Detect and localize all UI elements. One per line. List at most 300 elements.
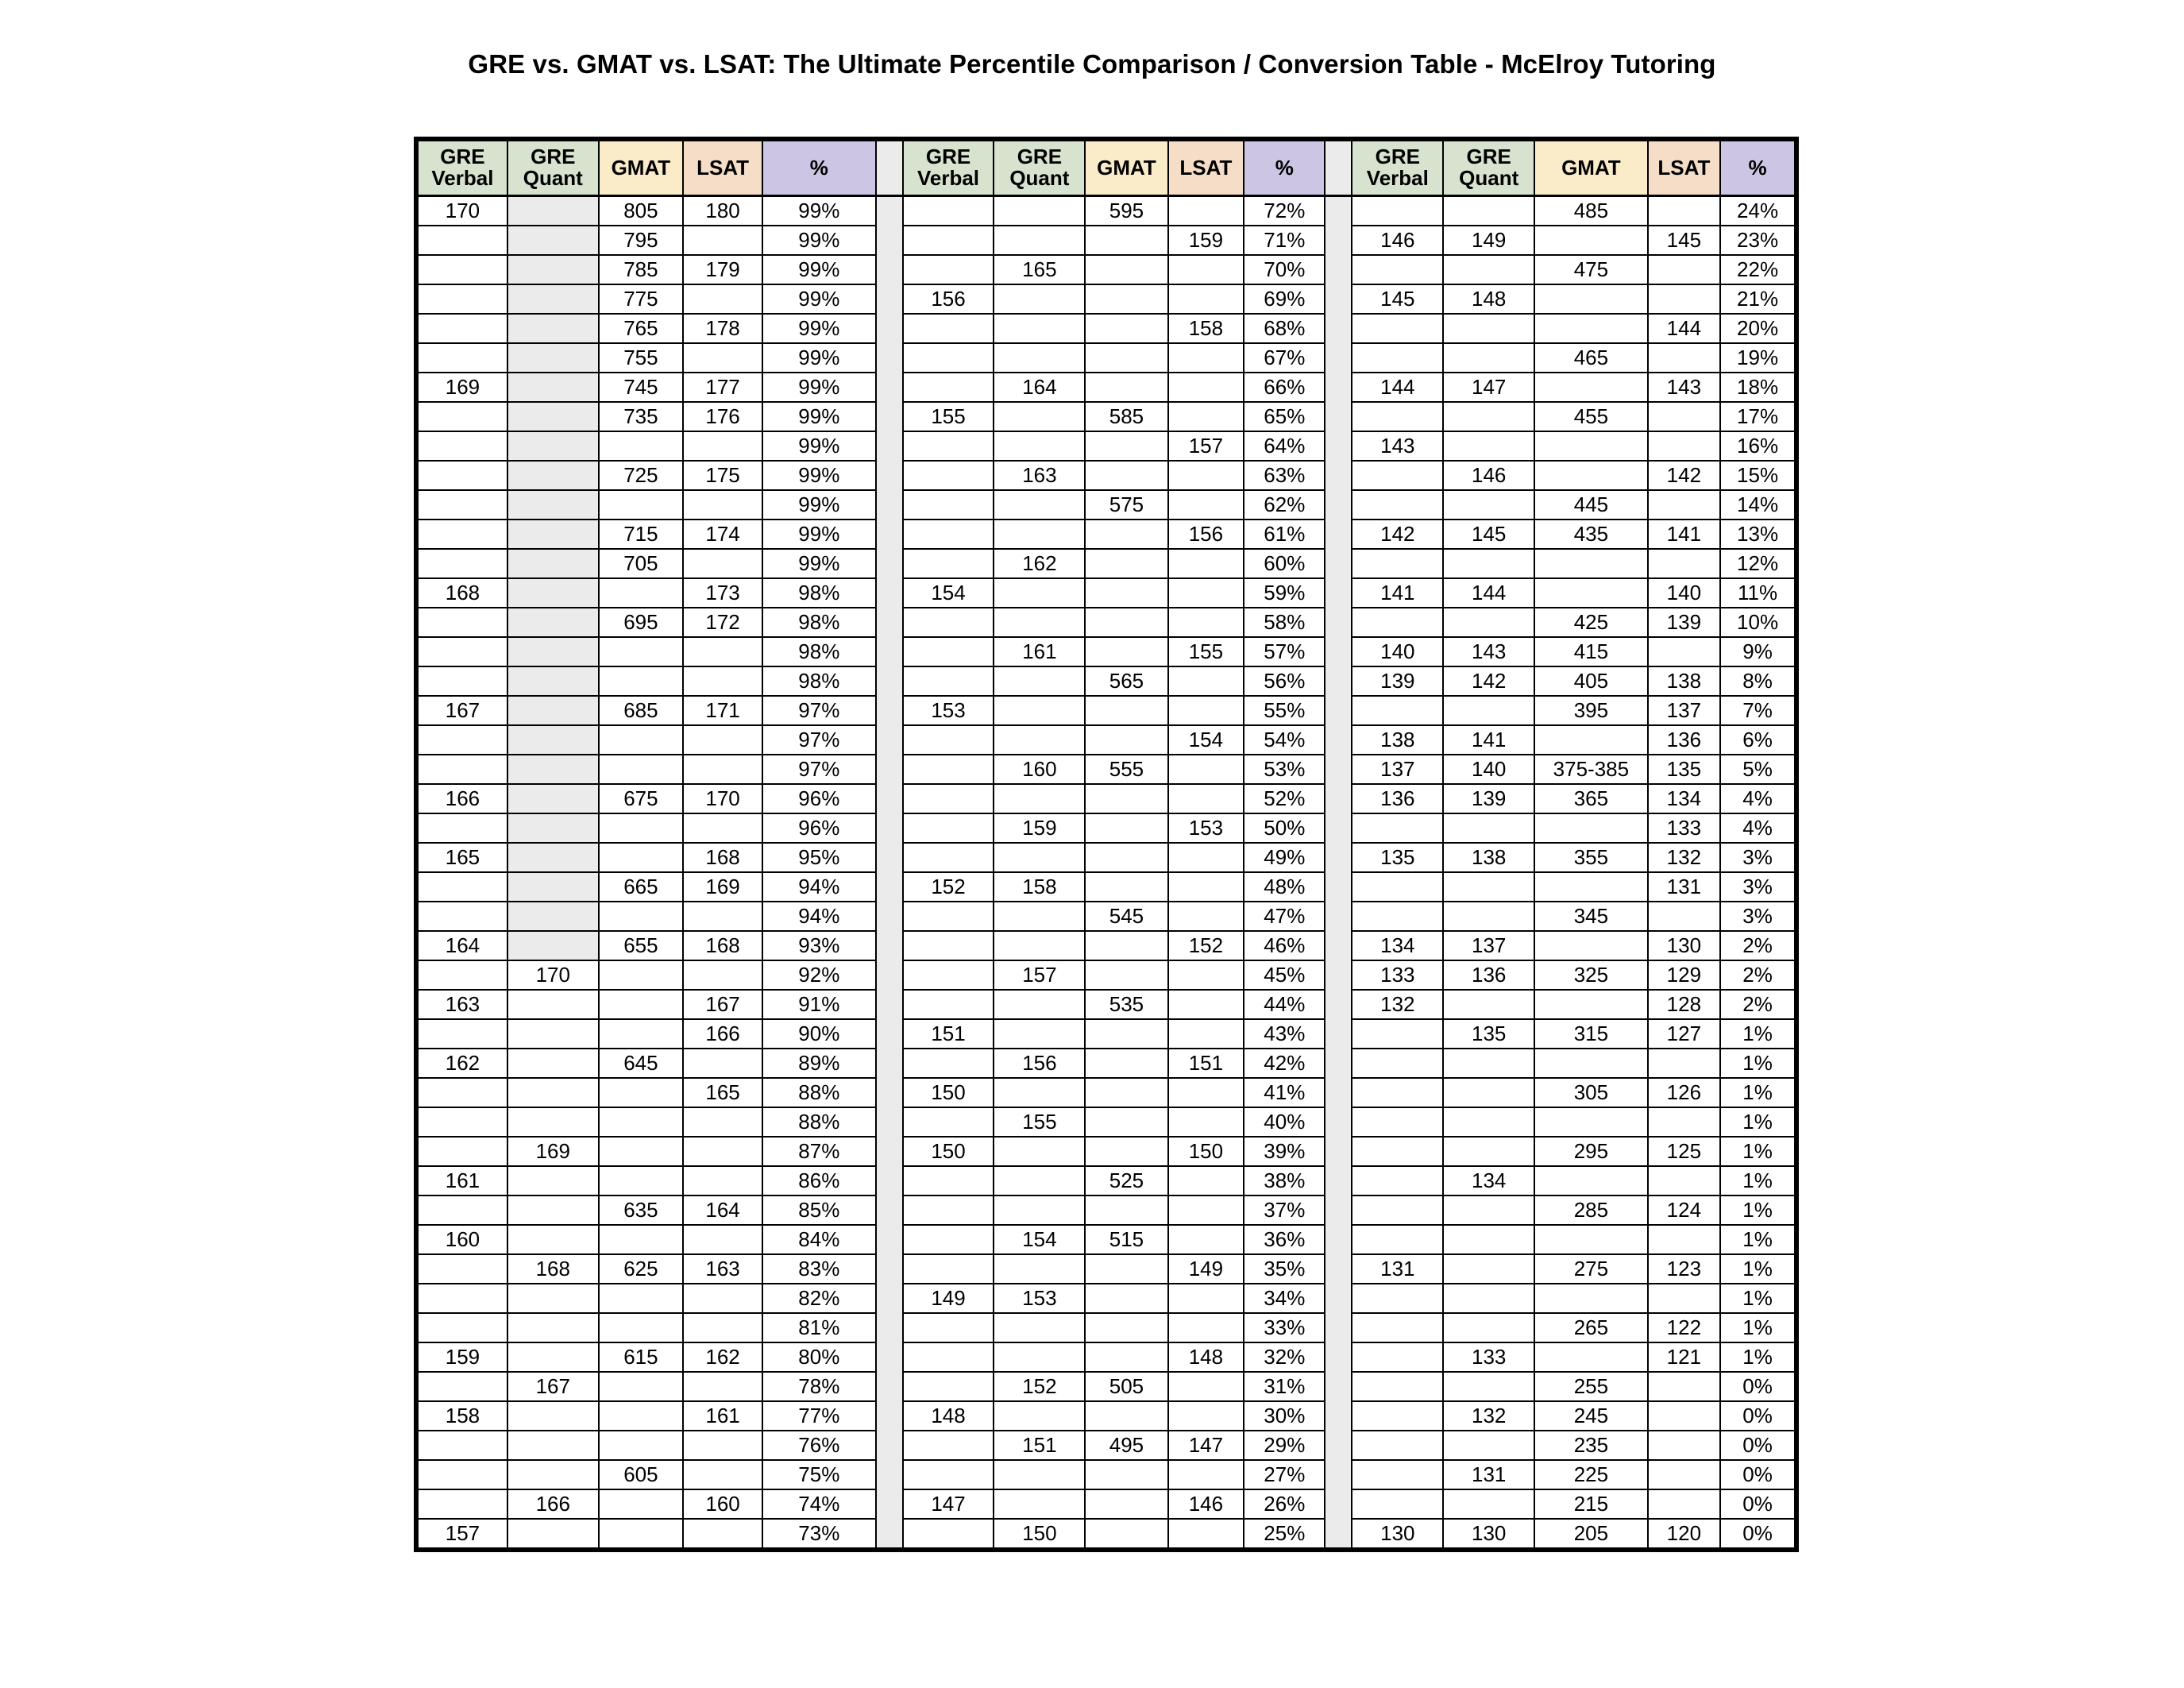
cell-gre-quant-2	[994, 1078, 1085, 1107]
cell-gmat-1	[599, 1431, 683, 1460]
cell-gre-quant-3	[1443, 1313, 1534, 1342]
header-gre-verbal-1-line1: GRE	[440, 145, 485, 169]
cell-gre-verbal-1	[416, 226, 507, 255]
cell-gre-verbal-3	[1352, 813, 1443, 843]
cell-lsat-1: 174	[683, 520, 762, 549]
cell-lsat-1	[683, 1284, 762, 1313]
cell-gre-verbal-2	[903, 431, 994, 461]
cell-percent-3: 0%	[1720, 1372, 1796, 1401]
table-row	[416, 1107, 1796, 1137]
cell-spacer-1	[876, 872, 903, 902]
cell-gmat-3: 375-385	[1534, 755, 1648, 784]
header-gre-quant-1-line1: GRE	[531, 145, 576, 169]
cell-gre-quant-3	[1443, 343, 1534, 373]
cell-gre-quant-3	[1443, 1431, 1534, 1460]
cell-gre-quant-2	[994, 1019, 1085, 1049]
cell-percent-3: 22%	[1720, 255, 1796, 284]
cell-gre-quant-1	[507, 1196, 599, 1225]
cell-gre-quant-1	[507, 284, 599, 314]
cell-spacer-2	[1325, 1489, 1352, 1519]
cell-percent-3: 1%	[1720, 1254, 1796, 1284]
cell-percent-2: 64%	[1244, 431, 1325, 461]
cell-gre-quant-3: 148	[1443, 284, 1534, 314]
cell-gre-quant-1	[507, 1166, 599, 1196]
cell-spacer-2	[1325, 813, 1352, 843]
cell-gre-quant-3: 146	[1443, 461, 1534, 490]
cell-percent-2: 33%	[1244, 1313, 1325, 1342]
cell-gre-verbal-3	[1352, 1313, 1443, 1342]
cell-gre-verbal-2: 147	[903, 1489, 994, 1519]
cell-spacer-1	[876, 902, 903, 931]
cell-lsat-3	[1648, 431, 1720, 461]
header-spacer-1	[876, 139, 903, 196]
cell-spacer-2	[1325, 696, 1352, 725]
cell-percent-1: 83%	[762, 1254, 876, 1284]
cell-gre-quant-2	[994, 431, 1085, 461]
table-row	[416, 1284, 1796, 1313]
cell-percent-3: 6%	[1720, 725, 1796, 755]
cell-gre-quant-1	[507, 461, 599, 490]
cell-lsat-1: 173	[683, 578, 762, 608]
cell-gre-verbal-3: 137	[1352, 755, 1443, 784]
cell-gre-quant-2	[994, 931, 1085, 960]
cell-gre-quant-3: 134	[1443, 1166, 1534, 1196]
cell-spacer-1	[876, 784, 903, 813]
cell-gre-verbal-2	[903, 990, 994, 1019]
cell-gmat-1	[599, 1313, 683, 1342]
cell-gre-quant-2	[994, 578, 1085, 608]
cell-percent-1: 96%	[762, 784, 876, 813]
cell-gre-verbal-2	[903, 255, 994, 284]
cell-gmat-2: 545	[1085, 902, 1167, 931]
cell-lsat-1: 169	[683, 872, 762, 902]
cell-gre-quant-1: 169	[507, 1137, 599, 1166]
cell-lsat-3	[1648, 196, 1720, 226]
header-gre-quant-3-line2: Quant	[1459, 166, 1519, 190]
cell-gmat-3: 485	[1534, 196, 1648, 226]
cell-gmat-3: 205	[1534, 1519, 1648, 1550]
cell-gre-verbal-3	[1352, 1460, 1443, 1489]
cell-lsat-3	[1648, 1107, 1720, 1137]
cell-gmat-3: 215	[1534, 1489, 1648, 1519]
cell-percent-2: 41%	[1244, 1078, 1325, 1107]
cell-percent-1: 77%	[762, 1401, 876, 1431]
cell-lsat-2: 152	[1168, 931, 1244, 960]
cell-percent-3: 11%	[1720, 578, 1796, 608]
cell-gre-verbal-3	[1352, 872, 1443, 902]
cell-spacer-1	[876, 1019, 903, 1049]
cell-spacer-1	[876, 960, 903, 990]
table-row	[416, 1019, 1796, 1049]
cell-percent-1: 99%	[762, 461, 876, 490]
table-row	[416, 578, 1796, 608]
cell-gmat-2: 565	[1085, 666, 1167, 696]
cell-gre-quant-2	[994, 1196, 1085, 1225]
cell-gre-verbal-2	[903, 843, 994, 872]
cell-lsat-3	[1648, 1431, 1720, 1460]
cell-percent-1: 82%	[762, 1284, 876, 1313]
cell-gre-verbal-2: 150	[903, 1078, 994, 1107]
cell-gre-verbal-3	[1352, 1284, 1443, 1313]
cell-percent-2: 30%	[1244, 1401, 1325, 1431]
cell-gre-quant-3: 133	[1443, 1342, 1534, 1372]
cell-gre-quant-2: 155	[994, 1107, 1085, 1137]
cell-gre-verbal-1	[416, 960, 507, 990]
cell-percent-2: 39%	[1244, 1137, 1325, 1166]
header-gre-quant-3	[1443, 139, 1534, 196]
cell-gre-quant-1	[507, 872, 599, 902]
cell-gre-quant-1	[507, 1225, 599, 1254]
table-row	[416, 931, 1796, 960]
cell-gre-quant-3	[1443, 1137, 1534, 1166]
cell-percent-1: 94%	[762, 872, 876, 902]
cell-lsat-1: 172	[683, 608, 762, 637]
cell-gmat-3	[1534, 461, 1648, 490]
cell-gmat-1: 715	[599, 520, 683, 549]
cell-spacer-1	[876, 343, 903, 373]
cell-lsat-1: 177	[683, 373, 762, 402]
cell-lsat-3: 134	[1648, 784, 1720, 813]
cell-spacer-2	[1325, 872, 1352, 902]
cell-lsat-3: 138	[1648, 666, 1720, 696]
cell-gmat-2	[1085, 1137, 1167, 1166]
cell-lsat-1	[683, 343, 762, 373]
header-gre-quant-2-line1: GRE	[1017, 145, 1063, 169]
cell-lsat-1	[683, 725, 762, 755]
cell-gre-quant-2	[994, 843, 1085, 872]
cell-percent-2: 48%	[1244, 872, 1325, 902]
cell-lsat-1	[683, 1049, 762, 1078]
cell-gmat-2	[1085, 608, 1167, 637]
cell-gre-verbal-1: 170	[416, 196, 507, 226]
cell-percent-1: 98%	[762, 578, 876, 608]
cell-spacer-1	[876, 931, 903, 960]
cell-gmat-3: 295	[1534, 1137, 1648, 1166]
cell-gmat-2	[1085, 461, 1167, 490]
cell-gre-verbal-3	[1352, 1019, 1443, 1049]
cell-gre-quant-1	[507, 373, 599, 402]
cell-spacer-2	[1325, 1431, 1352, 1460]
cell-percent-1: 80%	[762, 1342, 876, 1372]
cell-lsat-1: 176	[683, 402, 762, 431]
cell-lsat-2	[1168, 1225, 1244, 1254]
cell-gre-quant-3: 141	[1443, 725, 1534, 755]
cell-gre-quant-3: 149	[1443, 226, 1534, 255]
cell-gre-verbal-3: 133	[1352, 960, 1443, 990]
cell-percent-3: 2%	[1720, 931, 1796, 960]
cell-gre-verbal-1	[416, 902, 507, 931]
cell-percent-2: 54%	[1244, 725, 1325, 755]
cell-lsat-3: 140	[1648, 578, 1720, 608]
cell-gre-quant-1	[507, 813, 599, 843]
table-row	[416, 755, 1796, 784]
cell-percent-1: 99%	[762, 520, 876, 549]
cell-percent-2: 29%	[1244, 1431, 1325, 1460]
cell-percent-1: 99%	[762, 284, 876, 314]
cell-gre-verbal-2	[903, 1431, 994, 1460]
cell-gre-quant-2	[994, 608, 1085, 637]
cell-lsat-1	[683, 284, 762, 314]
cell-gmat-3: 425	[1534, 608, 1648, 637]
cell-lsat-1: 166	[683, 1019, 762, 1049]
cell-gre-quant-2: 162	[994, 549, 1085, 578]
cell-gre-verbal-1: 165	[416, 843, 507, 872]
cell-spacer-2	[1325, 755, 1352, 784]
cell-percent-1: 92%	[762, 960, 876, 990]
cell-gmat-1: 665	[599, 872, 683, 902]
cell-lsat-2	[1168, 608, 1244, 637]
cell-lsat-3: 120	[1648, 1519, 1720, 1550]
cell-spacer-1	[876, 255, 903, 284]
cell-gmat-2: 505	[1085, 1372, 1167, 1401]
cell-spacer-1	[876, 284, 903, 314]
cell-percent-2: 42%	[1244, 1049, 1325, 1078]
cell-spacer-2	[1325, 1107, 1352, 1137]
cell-gre-quant-3	[1443, 1284, 1534, 1313]
cell-lsat-2: 157	[1168, 431, 1244, 461]
cell-gre-verbal-2	[903, 520, 994, 549]
percentile-conversion-table	[414, 137, 1799, 1552]
cell-gmat-3	[1534, 1166, 1648, 1196]
cell-percent-2: 61%	[1244, 520, 1325, 549]
cell-gmat-2	[1085, 1078, 1167, 1107]
cell-lsat-2: 155	[1168, 637, 1244, 666]
cell-gre-quant-3: 132	[1443, 1401, 1534, 1431]
cell-lsat-1	[683, 1137, 762, 1166]
cell-spacer-2	[1325, 1519, 1352, 1550]
cell-gmat-3: 245	[1534, 1401, 1648, 1431]
cell-percent-2: 47%	[1244, 902, 1325, 931]
cell-gre-verbal-1	[416, 1460, 507, 1489]
cell-gre-verbal-3	[1352, 314, 1443, 343]
table-row	[416, 902, 1796, 931]
header-gre-verbal-2-line2: Verbal	[916, 166, 980, 190]
cell-gre-quant-1: 170	[507, 960, 599, 990]
cell-gmat-2	[1085, 872, 1167, 902]
cell-gre-quant-3	[1443, 255, 1534, 284]
cell-spacer-2	[1325, 637, 1352, 666]
cell-gre-quant-3	[1443, 1196, 1534, 1225]
cell-gre-verbal-3	[1352, 1107, 1443, 1137]
header-spacer-2	[1325, 139, 1352, 196]
table-row	[416, 431, 1796, 461]
cell-gre-verbal-3: 138	[1352, 725, 1443, 755]
cell-gmat-1: 765	[599, 314, 683, 343]
cell-lsat-3: 132	[1648, 843, 1720, 872]
cell-percent-2: 44%	[1244, 990, 1325, 1019]
cell-spacer-2	[1325, 1313, 1352, 1342]
cell-percent-2: 49%	[1244, 843, 1325, 872]
table-row	[416, 373, 1796, 402]
cell-percent-3: 19%	[1720, 343, 1796, 373]
cell-lsat-3	[1648, 1049, 1720, 1078]
cell-gre-verbal-2	[903, 725, 994, 755]
cell-percent-2: 66%	[1244, 373, 1325, 402]
cell-gre-quant-1	[507, 402, 599, 431]
cell-gmat-3: 305	[1534, 1078, 1648, 1107]
cell-spacer-2	[1325, 902, 1352, 931]
table-row	[416, 343, 1796, 373]
cell-spacer-1	[876, 314, 903, 343]
cell-gre-verbal-1	[416, 1284, 507, 1313]
cell-lsat-2	[1168, 755, 1244, 784]
cell-percent-1: 93%	[762, 931, 876, 960]
cell-spacer-1	[876, 490, 903, 520]
cell-lsat-3	[1648, 549, 1720, 578]
cell-lsat-2	[1168, 902, 1244, 931]
cell-gre-quant-2	[994, 1166, 1085, 1196]
cell-gmat-1: 685	[599, 696, 683, 725]
cell-lsat-3: 142	[1648, 461, 1720, 490]
cell-lsat-1: 167	[683, 990, 762, 1019]
cell-gre-quant-2: 158	[994, 872, 1085, 902]
cell-gre-quant-2: 164	[994, 373, 1085, 402]
cell-gre-verbal-1	[416, 1489, 507, 1519]
cell-gre-verbal-1: 163	[416, 990, 507, 1019]
cell-lsat-3: 130	[1648, 931, 1720, 960]
cell-gmat-3: 345	[1534, 902, 1648, 931]
cell-spacer-2	[1325, 608, 1352, 637]
cell-gre-verbal-3	[1352, 1431, 1443, 1460]
cell-gre-verbal-3: 131	[1352, 1254, 1443, 1284]
cell-gmat-3	[1534, 1342, 1648, 1372]
cell-gre-quant-1	[507, 578, 599, 608]
cell-gre-quant-3	[1443, 314, 1534, 343]
cell-lsat-2: 148	[1168, 1342, 1244, 1372]
cell-gmat-1	[599, 960, 683, 990]
table-row	[416, 1372, 1796, 1401]
cell-gmat-2	[1085, 1460, 1167, 1489]
cell-gre-verbal-1	[416, 872, 507, 902]
cell-gre-verbal-1: 161	[416, 1166, 507, 1196]
cell-gre-quant-1	[507, 1107, 599, 1137]
cell-gmat-2	[1085, 431, 1167, 461]
cell-gre-quant-1: 168	[507, 1254, 599, 1284]
cell-gmat-2	[1085, 1049, 1167, 1078]
cell-lsat-3	[1648, 1372, 1720, 1401]
cell-percent-2: 72%	[1244, 196, 1325, 226]
cell-gre-quant-3	[1443, 872, 1534, 902]
cell-gre-quant-3	[1443, 1225, 1534, 1254]
cell-gre-quant-3: 145	[1443, 520, 1534, 549]
cell-percent-2: 27%	[1244, 1460, 1325, 1489]
table-row	[416, 1196, 1796, 1225]
cell-gre-verbal-1	[416, 549, 507, 578]
cell-gre-quant-3: 138	[1443, 843, 1534, 872]
cell-spacer-1	[876, 373, 903, 402]
cell-gre-quant-3	[1443, 1254, 1534, 1284]
cell-lsat-2	[1168, 1519, 1244, 1550]
cell-gmat-3	[1534, 725, 1648, 755]
cell-gre-quant-3: 135	[1443, 1019, 1534, 1049]
table-row	[416, 402, 1796, 431]
cell-gre-verbal-3	[1352, 1137, 1443, 1166]
cell-gre-quant-3: 147	[1443, 373, 1534, 402]
cell-percent-3: 18%	[1720, 373, 1796, 402]
cell-gre-quant-1	[507, 1313, 599, 1342]
cell-gre-quant-2: 157	[994, 960, 1085, 990]
cell-gre-verbal-3: 142	[1352, 520, 1443, 549]
cell-gre-quant-1	[507, 343, 599, 373]
cell-gre-verbal-2	[903, 226, 994, 255]
cell-gre-verbal-1: 168	[416, 578, 507, 608]
cell-gmat-2	[1085, 578, 1167, 608]
cell-percent-2: 70%	[1244, 255, 1325, 284]
cell-lsat-2	[1168, 843, 1244, 872]
cell-gre-verbal-2	[903, 314, 994, 343]
cell-lsat-2	[1168, 1313, 1244, 1342]
cell-percent-1: 88%	[762, 1078, 876, 1107]
cell-spacer-2	[1325, 1460, 1352, 1489]
cell-gre-verbal-1	[416, 255, 507, 284]
cell-percent-1: 98%	[762, 608, 876, 637]
cell-gmat-1: 615	[599, 1342, 683, 1372]
cell-gmat-1: 635	[599, 1196, 683, 1225]
cell-lsat-2	[1168, 578, 1244, 608]
cell-gmat-2	[1085, 725, 1167, 755]
cell-gre-quant-1	[507, 608, 599, 637]
cell-gre-quant-3	[1443, 549, 1534, 578]
cell-percent-1: 97%	[762, 696, 876, 725]
cell-lsat-2	[1168, 1401, 1244, 1431]
cell-gmat-3	[1534, 813, 1648, 843]
cell-spacer-2	[1325, 461, 1352, 490]
cell-percent-3: 17%	[1720, 402, 1796, 431]
cell-gre-verbal-3: 146	[1352, 226, 1443, 255]
cell-lsat-3: 135	[1648, 755, 1720, 784]
cell-gre-quant-3	[1443, 608, 1534, 637]
cell-percent-2: 37%	[1244, 1196, 1325, 1225]
cell-lsat-3: 136	[1648, 725, 1720, 755]
cell-spacer-1	[876, 1460, 903, 1489]
cell-gre-verbal-1	[416, 1196, 507, 1225]
cell-gmat-2: 575	[1085, 490, 1167, 520]
cell-gmat-1: 725	[599, 461, 683, 490]
cell-spacer-2	[1325, 990, 1352, 1019]
cell-lsat-1	[683, 1166, 762, 1196]
cell-lsat-1	[683, 902, 762, 931]
cell-gre-quant-1	[507, 1019, 599, 1049]
cell-gmat-1	[599, 578, 683, 608]
cell-gre-quant-3	[1443, 196, 1534, 226]
cell-percent-1: 90%	[762, 1019, 876, 1049]
cell-spacer-1	[876, 1489, 903, 1519]
cell-gmat-2	[1085, 637, 1167, 666]
cell-lsat-3: 122	[1648, 1313, 1720, 1342]
cell-percent-3: 0%	[1720, 1431, 1796, 1460]
cell-gre-quant-3: 137	[1443, 931, 1534, 960]
cell-gre-quant-2: 150	[994, 1519, 1085, 1550]
cell-gmat-3: 435	[1534, 520, 1648, 549]
cell-percent-1: 87%	[762, 1137, 876, 1166]
cell-gre-verbal-3: 139	[1352, 666, 1443, 696]
cell-percent-1: 98%	[762, 637, 876, 666]
cell-gre-quant-2	[994, 725, 1085, 755]
cell-gre-verbal-1	[416, 1313, 507, 1342]
cell-gre-verbal-3	[1352, 1342, 1443, 1372]
cell-gre-verbal-3	[1352, 343, 1443, 373]
table-row	[416, 872, 1796, 902]
cell-percent-2: 67%	[1244, 343, 1325, 373]
cell-gmat-1	[599, 1284, 683, 1313]
cell-gre-verbal-1	[416, 402, 507, 431]
cell-percent-3: 2%	[1720, 990, 1796, 1019]
cell-lsat-3	[1648, 637, 1720, 666]
cell-gre-verbal-2	[903, 608, 994, 637]
cell-gmat-1	[599, 1137, 683, 1166]
cell-gmat-1	[599, 1019, 683, 1049]
cell-percent-3: 7%	[1720, 696, 1796, 725]
